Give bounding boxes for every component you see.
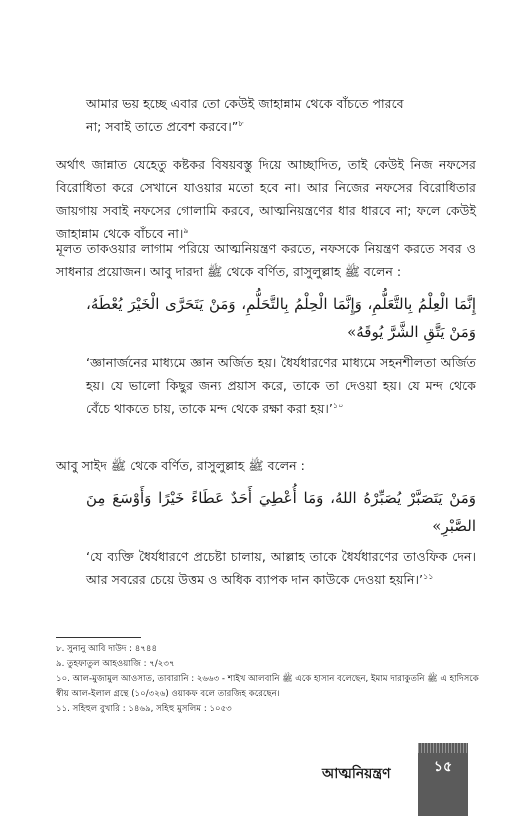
- running-footer-title: আত্মনিয়ন্ত্রণ: [322, 766, 391, 782]
- footnote-9: ৯. তুহফাতুল আহওয়াজি : ৭/২৩৭: [56, 659, 175, 669]
- footnote-ref-10: ১০: [332, 400, 344, 410]
- footnote-10: ১০. আল-মুজামুল আওসাত, তাবারানি : ২৬৬৩ - শাইখ আলবানি ﷺ একে হাসান বলেছেন, ইমাম দারাকুতনি ﷺ এ হাদিসকে স্বীয় আল-ইলাল গ্রন্থে (১০/৩২৬) ওয়াকফ বলে তারজিহ করেছেন।: [56, 674, 479, 699]
- footnote-ref-8: ৮: [238, 118, 244, 128]
- quote-1: [86, 92, 476, 138]
- footnote-divider: [56, 637, 141, 638]
- paragraph-1: [56, 153, 476, 245]
- footnote-11: ১১. সহিহুল বুখারি : ১৪৬৯, সহিহু মুসলিম : ১০৫৩: [56, 704, 232, 714]
- quote-1-line-2: না; সবাই তাতে প্রবেশ করবে।”: [86, 119, 239, 134]
- paragraph-3: [56, 454, 476, 477]
- arabic-hadith-2-text: وَمَنْ يَتَصَبَّرْ يُصَبِّرْهُ اللهُ، وَمَا أُعْطِيَ أَحَدٌ عَطَاءً خَيْرًا وَأَوْسَعَ مِنَ الصَّبْرِ»: [86, 489, 476, 535]
- quote-2: [86, 351, 476, 420]
- quote-2-text: ‘জ্ঞানার্জনের মাধ্যমে জ্ঞান অর্জিত হয়। ধৈর্যধারণের মাধ্যমে সহনশীলতা অর্জিত হয়। যে ভালো কিছুর জন্য প্রয়াস করে, তাকে তা দেওয়া হয়। যে মন্দ থেকে বেঁচে থাকতে চায়, তাকে মন্দ থেকে রক্ষা করা হয়।’: [86, 355, 476, 416]
- arabic-hadith-2: [86, 484, 476, 540]
- arabic-hadith-1: [86, 290, 476, 346]
- paragraph-3-text: আবু সাইদ ﷺ থেকে বর্ণিত, রাসুলুল্লাহ ﷺ বলেন :: [56, 458, 305, 473]
- page-number: ১৫: [433, 759, 453, 775]
- arabic-hadith-1-text: إِنَّمَا الْعِلْمُ بِالتَّعَلُّمِ، وَإِنَّمَا الْحِلْمُ بِالتَّحَلُّمِ، وَمَنْ يَتَحَرَّى الْخَيْرَ يُعْطَهُ، وَمَنْ يَتَّقِ الشَّرَّ يُوقَهُ»: [86, 295, 476, 341]
- footnote-8: ৮. সুনানু আবি দাউদ : ৪৭৪৪: [56, 644, 158, 654]
- paragraph-2: [56, 237, 476, 283]
- quote-1-line-1: আমার ভয় হচ্ছে এবার তো কেউই জাহান্নাম থেকে বাঁচতে পারবে: [86, 96, 404, 111]
- quote-3-text: ‘যে ব্যক্তি ধৈর্যধারণে প্রচেষ্টা চালায়, আল্লাহ তাকে ধৈর্যধারণের তাওফিক দেন। আর সবরের চেয়ে উত্তম ও অধিক ব্যাপক দান কাউকে দেওয়া হয়নি।’: [86, 549, 476, 587]
- paragraph-1-text: অর্থাৎ জান্নাত যেহেতু কষ্টকর বিষয়বস্তু দিয়ে আচ্ছাদিত, তাই কেউই নিজ নফসের বিরোধিতা করে সেখানে যাওয়ার মতো হবে না। আর নিজের নফসের বিরোধিতার জায়গায় সবাই নফসের গোলামি করবে, আত্মনিয়ন্ত্রণের ধার ধারবে না; ফলে কেউই জাহান্নাম থেকে বাঁচবে না।: [56, 157, 476, 241]
- footnote-ref-9: ৯: [183, 225, 189, 235]
- page-number-tab: [418, 743, 468, 816]
- paragraph-2-text: মূলত তাকওয়ার লাগাম পরিয়ে আত্মনিয়ন্ত্রণ করতে, নফসকে নিয়ন্ত্রণ করতে সবর ও সাধনার প্রয়োজন। আবু দারদা ﷺ থেকে বর্ণিত, রাসুলুল্লাহ ﷺ বলেন :: [56, 241, 476, 279]
- quote-3: [86, 545, 476, 591]
- footnote-ref-11: ১১: [423, 571, 434, 581]
